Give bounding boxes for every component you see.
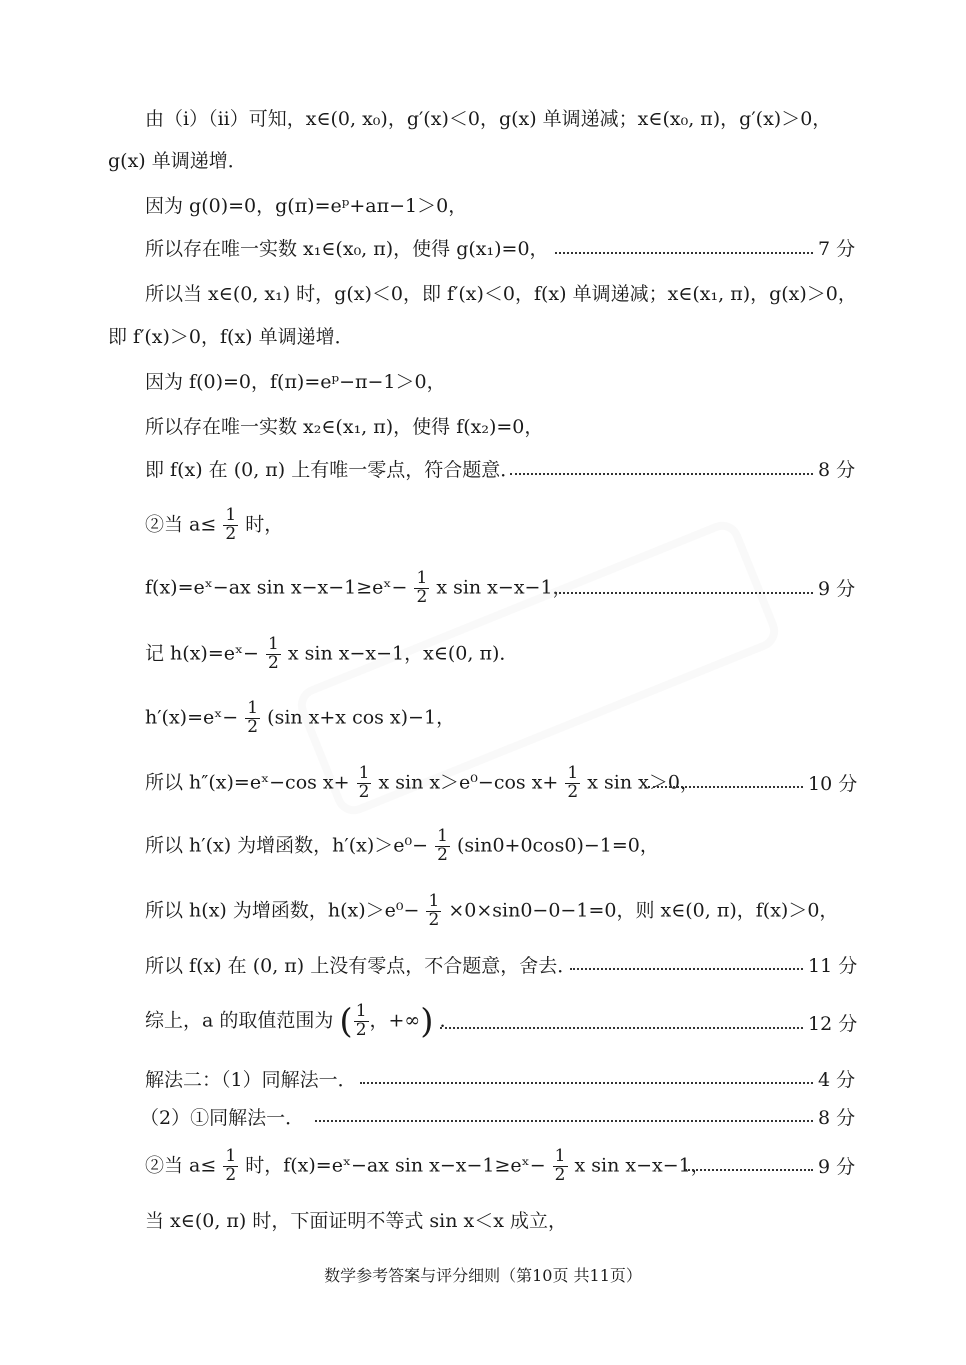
- fraction-denominator: 2: [355, 1019, 367, 1040]
- solution-line: 所以存在唯一实数 x₂∈(x₁, π)，使得 f(x₂)=0，: [145, 416, 544, 438]
- text-segment: (sin0+0cos0)−1=0，: [456, 834, 659, 857]
- fraction-denominator: 2: [225, 523, 237, 544]
- fraction-denominator: 2: [437, 844, 448, 865]
- solution-line: 因为 f(0)=0，f(π)=eᵖ−π−1＞0，: [145, 371, 446, 393]
- fraction-denominator: 2: [358, 781, 370, 802]
- text-segment: ，+∞: [369, 1009, 421, 1032]
- fraction-numerator: 1: [567, 763, 579, 783]
- fraction-numerator: 1: [428, 891, 440, 911]
- fraction-numerator: 1: [225, 1146, 237, 1166]
- text-segment: 所以 h(x) 为增函数，h(x)＞e⁰−: [145, 899, 420, 922]
- solution-line: 当 x∈(0, π) 时，下面证明不等式 sin x＜x 成立，: [145, 1210, 567, 1232]
- fraction-numerator: 1: [247, 698, 259, 718]
- score-label: 7 分: [818, 238, 856, 260]
- fraction-denominator: 2: [428, 909, 440, 930]
- fraction-numerator: 1: [554, 1146, 566, 1166]
- fraction: [266, 636, 281, 673]
- fraction-numerator: 1: [225, 505, 237, 525]
- fraction: [565, 765, 580, 802]
- solution-line: 因为 g(0)=0，g(π)=eᵖ+aπ−1＞0，: [145, 195, 468, 217]
- text-segment: x sin x＞e⁰−cos x+: [378, 771, 559, 794]
- text-segment: f(x)=eˣ−ax sin x−x−1≥eˣ−: [145, 576, 408, 599]
- text-segment: h′(x)=eˣ−: [145, 706, 239, 729]
- text-segment: (sin x+x cos x)−1，: [267, 706, 456, 729]
- score-leader: [510, 473, 813, 475]
- fraction: [223, 507, 238, 544]
- text-segment: x sin x−x−1，x∈(0, π)．: [287, 642, 519, 665]
- score-label: 4 分: [818, 1069, 856, 1091]
- text-segment: 记 h(x)=eˣ−: [145, 642, 259, 665]
- solution-line: 所以存在唯一实数 x₁∈(x₀, π)，使得 g(x₁)=0，: [145, 238, 549, 260]
- solution-line: [145, 1148, 710, 1185]
- text-segment: 时，: [245, 513, 284, 536]
- score-leader: [685, 1169, 813, 1171]
- fraction: [553, 1148, 568, 1185]
- text-segment: ．: [439, 1009, 459, 1032]
- fraction: [354, 1003, 369, 1040]
- score-leader: [555, 252, 813, 254]
- solution-line: [145, 570, 572, 607]
- solution-line: [145, 507, 283, 544]
- score-label: 8 分: [818, 1107, 856, 1129]
- text-segment: 所以 h′(x) 为增函数，h′(x)＞e⁰−: [145, 834, 429, 857]
- solution-line: [145, 893, 838, 930]
- fraction-denominator: 2: [268, 652, 279, 673]
- text-segment: x sin x−x−1，: [574, 1154, 710, 1177]
- fraction-denominator: 2: [225, 1164, 237, 1185]
- solution-line: [145, 828, 659, 865]
- text-segment: 综上，a 的取值范围为: [145, 1009, 334, 1032]
- solution-line: [145, 636, 518, 673]
- solution-line: 解法二：（1）同解法一．: [145, 1069, 357, 1091]
- fraction-denominator: 2: [567, 781, 579, 802]
- fraction-numerator: 1: [416, 568, 428, 588]
- solution-line: 所以 f(x) 在 (0, π) 上没有零点，不合题意，舍去．: [145, 955, 577, 977]
- right-paren: ): [420, 1001, 434, 1042]
- score-leader: [315, 1120, 813, 1122]
- solution-line: g(x) 单调递增．: [108, 150, 247, 172]
- score-leader: [555, 592, 813, 594]
- solution-line: 由（i）（ii）可知，x∈(0, x₀)，g′(x)＜0，g(x) 单调递减；x∈(x₀, π)，g′(x)＞0，: [145, 108, 832, 130]
- score-leader: [440, 1027, 803, 1029]
- left-paren: (: [339, 1001, 353, 1042]
- fraction-numerator: 1: [437, 826, 448, 846]
- solution-line: （2）①同解法一．: [140, 1107, 305, 1129]
- fraction-numerator: 1: [355, 1001, 367, 1021]
- fraction: [414, 570, 429, 607]
- fraction: [435, 828, 450, 865]
- solution-line: [145, 700, 455, 737]
- score-label: 11 分: [808, 955, 858, 977]
- solution-line: 所以当 x∈(0, x₁) 时，g(x)＜0，即 f′(x)＜0，f(x) 单调递减；x∈(x₁, π)，g(x)＞0，: [145, 283, 857, 305]
- solution-line: 即 f(x) 在 (0, π) 上有唯一零点，符合题意．: [145, 459, 520, 481]
- fraction: [245, 700, 260, 737]
- fraction: [223, 1148, 238, 1185]
- text-segment: 时，f(x)=eˣ−ax sin x−x−1≥eˣ−: [245, 1154, 546, 1177]
- score-leader: [570, 968, 803, 970]
- score-label: 8 分: [818, 459, 856, 481]
- solution-line: [145, 765, 699, 802]
- text-segment: x sin x＞0，: [587, 771, 699, 794]
- score-leader: [648, 786, 803, 788]
- score-label: 10 分: [808, 773, 858, 795]
- fraction: [357, 765, 372, 802]
- text-segment: ②当 a≤: [145, 513, 217, 536]
- text-segment: x sin x−x−1，: [436, 576, 572, 599]
- score-label: 9 分: [818, 1156, 856, 1178]
- text-segment: ×0×sin0−0−1=0，则 x∈(0, π)，f(x)＞0，: [448, 899, 839, 922]
- fraction-denominator: 2: [247, 716, 259, 737]
- fraction-denominator: 2: [554, 1164, 566, 1185]
- solution-line: 即 f′(x)＞0，f(x) 单调递增．: [108, 326, 354, 348]
- fraction-numerator: 1: [268, 634, 279, 654]
- solution-line: [145, 1003, 459, 1040]
- fraction-numerator: 1: [358, 763, 370, 783]
- fraction: [426, 893, 441, 930]
- fraction-denominator: 2: [416, 586, 428, 607]
- score-leader: [360, 1082, 813, 1084]
- text-segment: 所以 h″(x)=eˣ−cos x+: [145, 771, 350, 794]
- score-label: 9 分: [818, 578, 856, 600]
- score-label: 12 分: [808, 1013, 858, 1035]
- text-segment: ②当 a≤: [145, 1154, 217, 1177]
- page-footer: 数学参考答案与评分细则（第10页 共11页）: [324, 1266, 642, 1285]
